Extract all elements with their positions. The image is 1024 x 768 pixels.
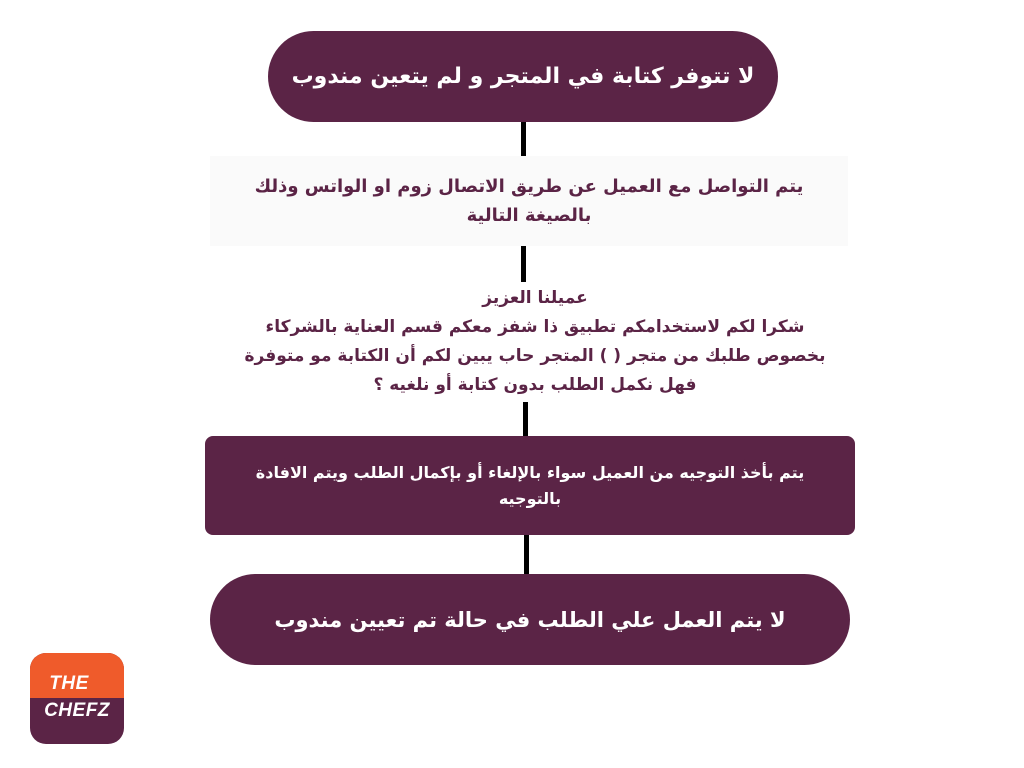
message-thanks: شكرا لكم لاستخدامكم تطبيق ذا شفز معكم قسم العناية بالشركاء — [265, 317, 805, 337]
flow-step-5-text: لا يتم العمل علي الطلب في حالة تم تعيين مندوب — [274, 607, 786, 632]
the-chefz-logo — [30, 653, 124, 744]
logo-text-the: THE — [49, 673, 89, 694]
message-question: فهل نكمل الطلب بدون كتابة أو نلغيه ؟ — [373, 375, 697, 395]
connector-1 — [521, 122, 526, 156]
message-store-notice: بخصوص طلبك من متجر ( ) المتجر حاب يبين لكم أن الكتابة مو متوفرة — [244, 346, 826, 366]
logo-text-chefz: CHEFZ — [44, 700, 110, 721]
flow-step-take-direction — [205, 436, 855, 535]
flow-step-1-text: لا تتوفر كتابة في المتجر و لم يتعين مندوب — [291, 64, 755, 89]
connector-2 — [521, 246, 526, 282]
flow-step-message-template — [190, 282, 880, 402]
connector-3 — [523, 402, 528, 436]
flow-step-4-text: يتم بأخذ التوجيه من العميل سواء بالإلغاء أو بإكمال الطلب ويتم الافادة بالتوجيه — [255, 462, 805, 508]
message-greeting: عميلنا العزيز — [482, 288, 588, 308]
flow-step-no-writing-no-courier — [268, 31, 778, 122]
flow-step-2-text: يتم التواصل مع العميل عن طريق الاتصال زوم او الواتس وذلك بالصيغة التالية — [254, 176, 804, 226]
flow-step-courier-assigned — [210, 574, 850, 665]
flow-step-contact-customer — [210, 156, 848, 246]
connector-4 — [524, 535, 529, 574]
